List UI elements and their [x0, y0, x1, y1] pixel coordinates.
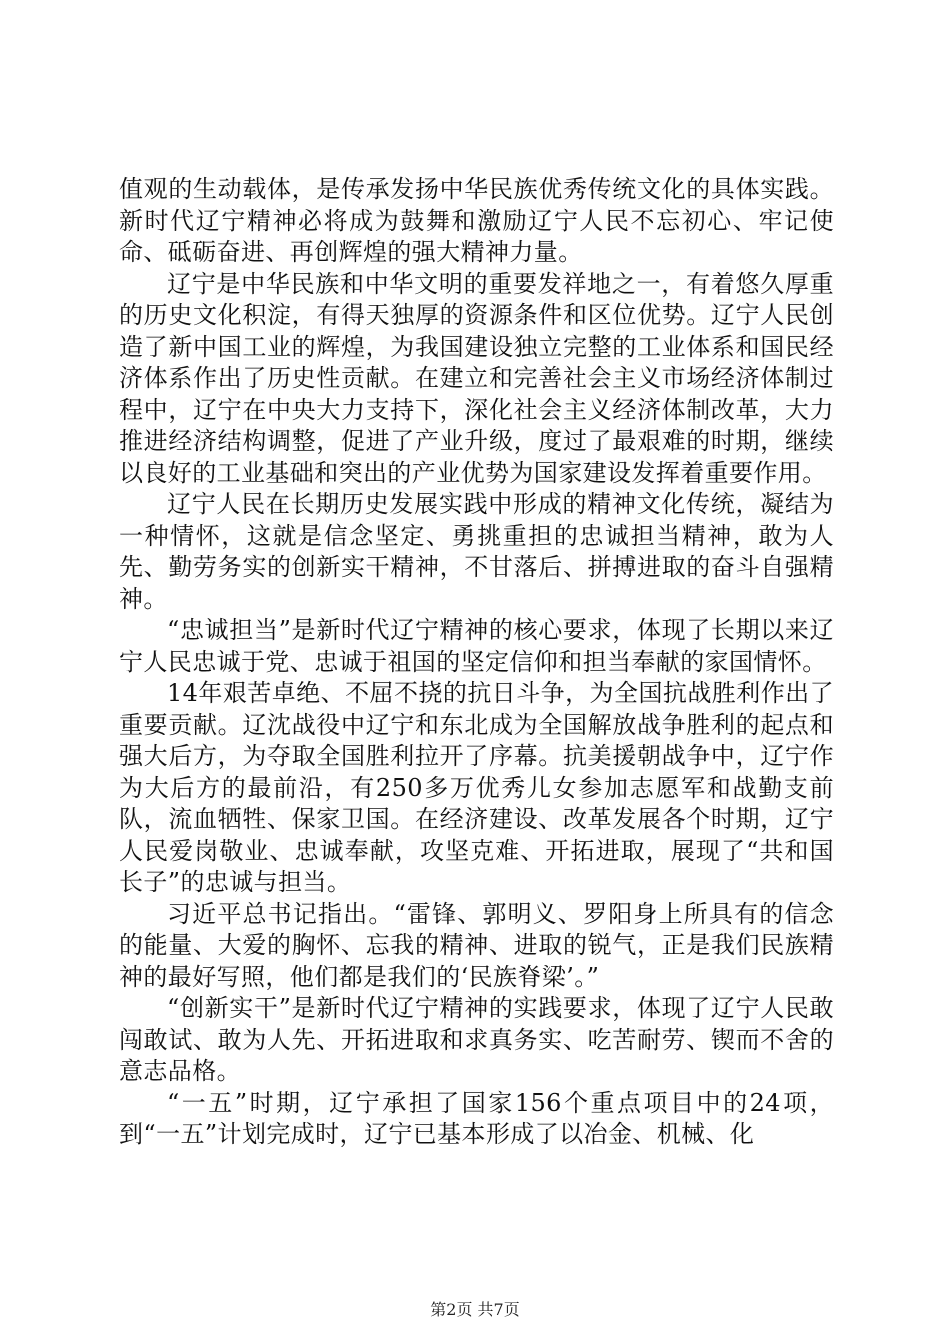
- paragraph: “创新实干”是新时代辽宁精神的实践要求，体现了辽宁人民敢闯敢试、敢为人先、开拓进取和求真务实、吃苦耐劳、锲而不舍的意志品格。: [119, 994, 834, 1085]
- paragraph: 习近平总书记指出。“雷锋、郭明义、罗阳身上所具有的信念的能量、大爱的胸怀、忘我的精神、进取的锐气，正是我们民族精神的最好写照，他们都是我们的‘民族脊梁’。”: [119, 899, 834, 991]
- body-text: [119, 174, 834, 1151]
- paragraph: 辽宁人民在长期历史发展实践中形成的精神文化传统，凝结为一种情怀，这就是信念坚定、勇挑重担的忠诚担当精神，敢为人先、勤劳务实的创新实干精神，不甘落后、拼搏进取的奋斗自强精神。: [119, 490, 834, 613]
- page-number-footer: 第2页 共7页: [430, 1300, 520, 1319]
- paragraph: 辽宁是中华民族和中华文明的重要发祥地之一，有着悠久厚重的历史文化积淀，有得天独厚的资源条件和区位优势。辽宁人民创造了新中国工业的辉煌，为我国建设独立完整的工业体系和国民经济体系作出了历史性贡献。在建立和完善社会主义市场经济体制过程中，辽宁在中央大力支持下，深化社会主义经济体制改革，大力推进经济结构调整，促进了产业升级，度过了最艰难的时期，继续以良好的工业基础和突出的产业优势为国家建设发挥着重要作用。: [119, 269, 834, 487]
- paragraph-continuation: 值观的生动载体，是传承发扬中华民族优秀传统文化的具体实践。新时代辽宁精神必将成为鼓舞和激励辽宁人民不忘初心、牢记使命、砥砺奋进、再创辉煌的强大精神力量。: [119, 175, 834, 266]
- paragraph: 14年艰苦卓绝、不屈不挠的抗日斗争，为全国抗战胜利作出了重要贡献。辽沈战役中辽宁和东北成为全国解放战争胜利的起点和强大后方，为夺取全国胜利拉开了序幕。抗美援朝战争中，辽宁作为大后方的最前沿，有250多万优秀儿女参加志愿军和战勤支前队，流血牺牲、保家卫国。在经济建设、改革发展各个时期，辽宁人民爱岗敬业、忠诚奉献，攻坚克难、开拓进取，展现了“共和国长子”的忠诚与担当。: [119, 679, 834, 896]
- paragraph: “忠诚担当”是新时代辽宁精神的核心要求，体现了长期以来辽宁人民忠诚于党、忠诚于祖国的坚定信仰和担当奉献的家国情怀。: [119, 616, 834, 676]
- paragraph: “一五”时期，辽宁承担了国家156个重点项目中的24项，到“一五”计划完成时，辽宁已基本形成了以冶金、机械、化: [119, 1088, 834, 1148]
